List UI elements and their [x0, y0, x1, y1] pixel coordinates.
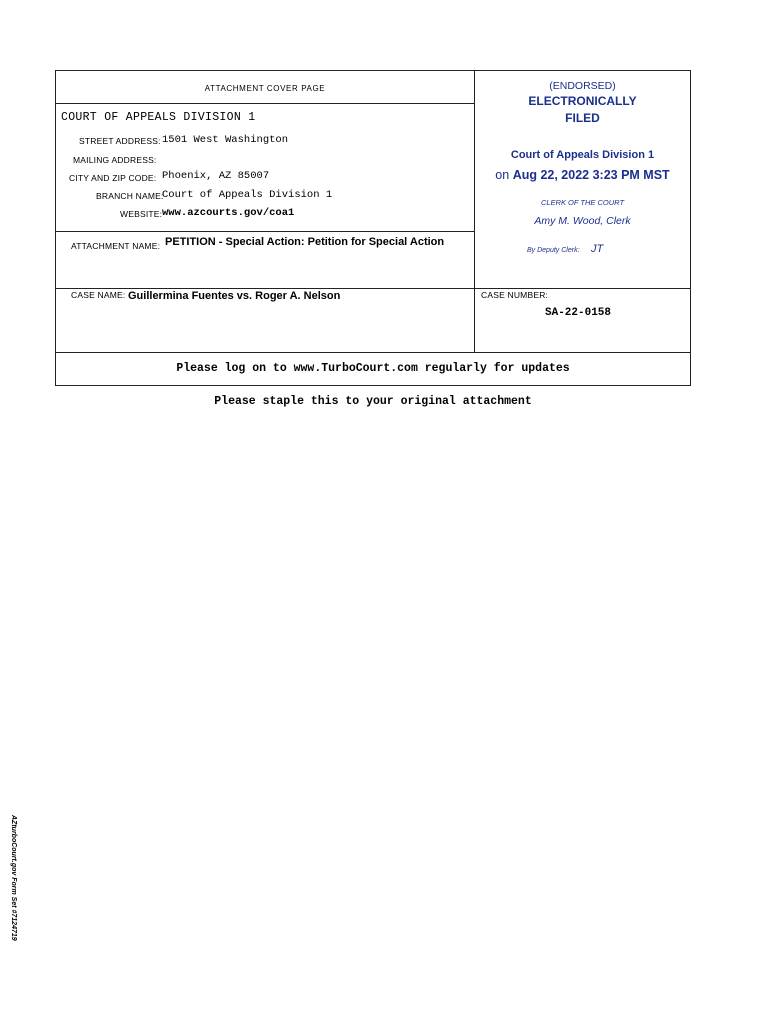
deputy-clerk-label: By Deputy Clerk:	[527, 247, 580, 254]
website-label: WEBSITE:	[120, 209, 163, 219]
court-name: COURT OF APPEALS DIVISION 1	[61, 111, 256, 124]
case-number-value: SA-22-0158	[545, 307, 612, 319]
filed-label: FILED	[565, 111, 600, 125]
street-address-value: 1501 West Washington	[162, 134, 289, 146]
case-name-value: Guillermina Fuentes vs. Roger A. Nelson	[128, 290, 341, 302]
clerk-name: Amy M. Wood, Clerk	[534, 215, 631, 227]
filed-datetime-line	[475, 168, 690, 182]
attachment-cover-form	[55, 70, 691, 386]
filed-datetime: Aug 22, 2022 3:23 PM MST	[512, 168, 670, 182]
endorsed-label: (ENDORSED)	[549, 80, 616, 92]
clerk-title: CLERK OF THE COURT	[540, 198, 625, 207]
cover-page-title: ATTACHMENT COVER PAGE	[204, 84, 326, 93]
branch-name-value: Court of Appeals Division 1	[162, 189, 333, 201]
city-zip-value: Phoenix, AZ 85007	[162, 170, 270, 182]
address-row-divider	[56, 231, 474, 232]
attachment-name-label: ATTACHMENT NAME:	[71, 241, 161, 251]
case-name-label: CASE NAME:	[71, 290, 126, 300]
filed-on-prefix: on	[495, 168, 510, 182]
attachment-name-value: PETITION - Special Action: Petition for Special Action	[165, 236, 445, 248]
branch-name-label: BRANCH NAME:	[96, 191, 164, 201]
website-value: www.azcourts.gov/coa1	[162, 207, 295, 219]
street-address-label: STREET ADDRESS:	[79, 136, 161, 146]
city-zip-label: CITY AND ZIP CODE:	[69, 173, 157, 183]
footer-row-divider	[56, 352, 690, 353]
deputy-clerk-initials: JT	[591, 243, 604, 255]
electronically-label: ELECTRONICALLY	[528, 94, 637, 108]
staple-notice: Please staple this to your original attachment	[214, 395, 532, 408]
stamp-court-name: Court of Appeals Division 1	[510, 149, 655, 161]
form-set-side-note: AZturboCourt.gov Form Set #7124719	[10, 815, 17, 941]
case-number-label: CASE NUMBER:	[481, 290, 549, 300]
title-row-divider	[56, 103, 474, 104]
case-row-divider	[56, 288, 690, 289]
update-notice: Please log on to www.TurboCourt.com regularly for updates	[176, 362, 570, 375]
mailing-address-label: MAILING ADDRESS:	[73, 155, 157, 165]
